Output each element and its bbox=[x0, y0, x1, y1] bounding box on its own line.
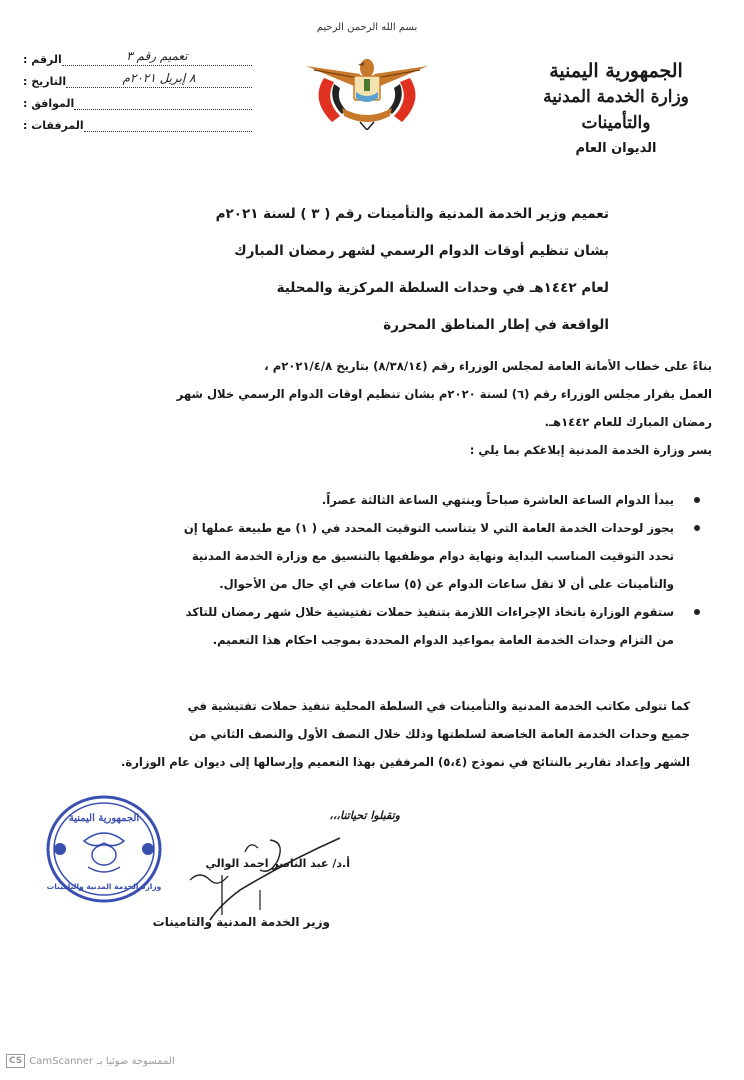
text-line: رمضان المبارك للعام ١٤٤٢هـ. bbox=[544, 415, 712, 429]
bullet-item bbox=[38, 598, 674, 654]
title-line: تعميم وزير الخدمة المدنية والتأمينات رقم ( ٣ ) لسنة ٢٠٢١م bbox=[215, 206, 609, 222]
signatory-title: وزير الخدمة المدنية والتامينات bbox=[152, 915, 330, 929]
bullet-item bbox=[38, 514, 674, 598]
field-label: الموافق : bbox=[23, 97, 75, 110]
field-label: التاريخ : bbox=[23, 75, 67, 88]
department-name: الديوان العام bbox=[575, 141, 657, 156]
text-line: الشهر وإعداد تقارير بالنتائج في نموذج (٥،٤) المرفقين بهذا التعميم وإرسالها إلى ديوان عام الوزارة. bbox=[121, 755, 690, 769]
text-line: كما تتولى مكاتب الخدمة المدنية والتأمينات في السلطة المحلية تنفيذ حملات تفتيشية في bbox=[187, 699, 690, 713]
ministry-header bbox=[516, 58, 716, 160]
scanner-caption: الممسوحة ضوئيا بـ bbox=[97, 1055, 175, 1067]
field-value bbox=[84, 114, 252, 132]
document-title bbox=[169, 196, 609, 344]
field-value: ٨ إبريل ٢٠٢١م bbox=[66, 70, 252, 88]
closing-salutation: وتقبلوا تحياتنا،،، bbox=[329, 809, 400, 822]
basmala: بسم الله الرحمن الرحيم bbox=[316, 22, 418, 33]
camscanner-logo-icon: CS bbox=[6, 1054, 25, 1068]
bullet-item bbox=[38, 486, 674, 514]
bullet-icon bbox=[694, 525, 700, 531]
ministry-name: وزارة الخدمة المدنية والتأمينات bbox=[543, 87, 689, 133]
stamp-bottom-text: وزارة الخدمة المدنية والتامينات bbox=[46, 882, 162, 891]
text-line: يبدأ الدوام الساعة العاشرة صباحاً وينتهي الساعة الثالثة عصراً. bbox=[321, 493, 674, 507]
official-stamp-icon bbox=[44, 793, 164, 905]
intro-paragraph bbox=[38, 352, 712, 464]
field-value bbox=[74, 92, 252, 110]
field-number bbox=[20, 44, 252, 66]
field-label: الرقم : bbox=[23, 53, 62, 66]
text-line: ستقوم الوزارة باتخاذ الإجراءات اللازمة بتنفيذ حملات تفتيشية خلال شهر رمضان للتاكد bbox=[185, 605, 674, 619]
field-label: المرفقات : bbox=[23, 119, 84, 132]
text-line: من التزام وحدات الخدمة العامة بمواعيد الدوام المحددة بموجب احكام هذا التعميم. bbox=[212, 633, 674, 647]
text-line: والتأمينات على أن لا تقل ساعات الدوام عن (٥) ساعات في اي حال من الأحوال. bbox=[219, 577, 674, 591]
closing-paragraph bbox=[22, 692, 690, 776]
text-line: بناءً على خطاب الأمانة العامة لمجلس الوزراء رقم (٨/٣٨/١٤) بتاريخ ٢٠٢١/٤/٨م ، bbox=[264, 359, 712, 373]
scanner-watermark bbox=[6, 1052, 175, 1070]
scanner-app-name: CamScanner bbox=[29, 1055, 94, 1067]
stamp-top-text: الجمهورية اليمنية bbox=[68, 813, 140, 824]
title-line: الواقعة في إطار المناطق المحررة bbox=[383, 317, 609, 333]
title-line: لعام ١٤٤٢هـ في وحدات السلطة المركزية والمحلية bbox=[276, 280, 609, 296]
field-value: تعميم رقم ٣ bbox=[62, 48, 252, 66]
signatory-name: أ.د/ عبد الناصر احمد الوالي bbox=[205, 857, 350, 870]
field-attachments bbox=[20, 110, 252, 132]
text-line: تحدد التوقيت المناسب البداية ونهاية دوام موظفيها بالتنسيق مع وزارة الخدمة المدنية bbox=[191, 549, 674, 563]
text-line: جميع وحدات الخدمة العامة الخاضعة لسلطتها وذلك خلال النصف الأول والنصف الثاني من bbox=[188, 727, 690, 741]
yemen-eagle-emblem-icon bbox=[302, 48, 432, 130]
bullet-icon bbox=[694, 497, 700, 503]
field-date bbox=[20, 66, 252, 88]
notice-line: يسر وزارة الخدمة المدنية إبلاغكم بما يلي : bbox=[469, 443, 712, 457]
country-name: الجمهورية اليمنية bbox=[549, 60, 683, 82]
bullet-list bbox=[38, 486, 674, 654]
reference-fields bbox=[20, 44, 252, 132]
bullet-icon bbox=[694, 609, 700, 615]
title-line: بشان تنظيم أوقات الدوام الرسمي لشهر رمضان المبارك bbox=[234, 243, 609, 259]
handwritten-signature-icon bbox=[150, 830, 350, 925]
text-line: العمل بقرار مجلس الوزراء رقم (٦) لسنة ٢٠٢٠م بشان تنظيم اوقات الدوام الرسمي خلال شهر bbox=[176, 387, 712, 401]
text-line: يجوز لوحدات الخدمة العامة التي لا يتناسب التوقيت المحدد في ( ١) مع طبيعة عملها إن bbox=[183, 521, 674, 535]
field-corresponding bbox=[20, 88, 252, 110]
